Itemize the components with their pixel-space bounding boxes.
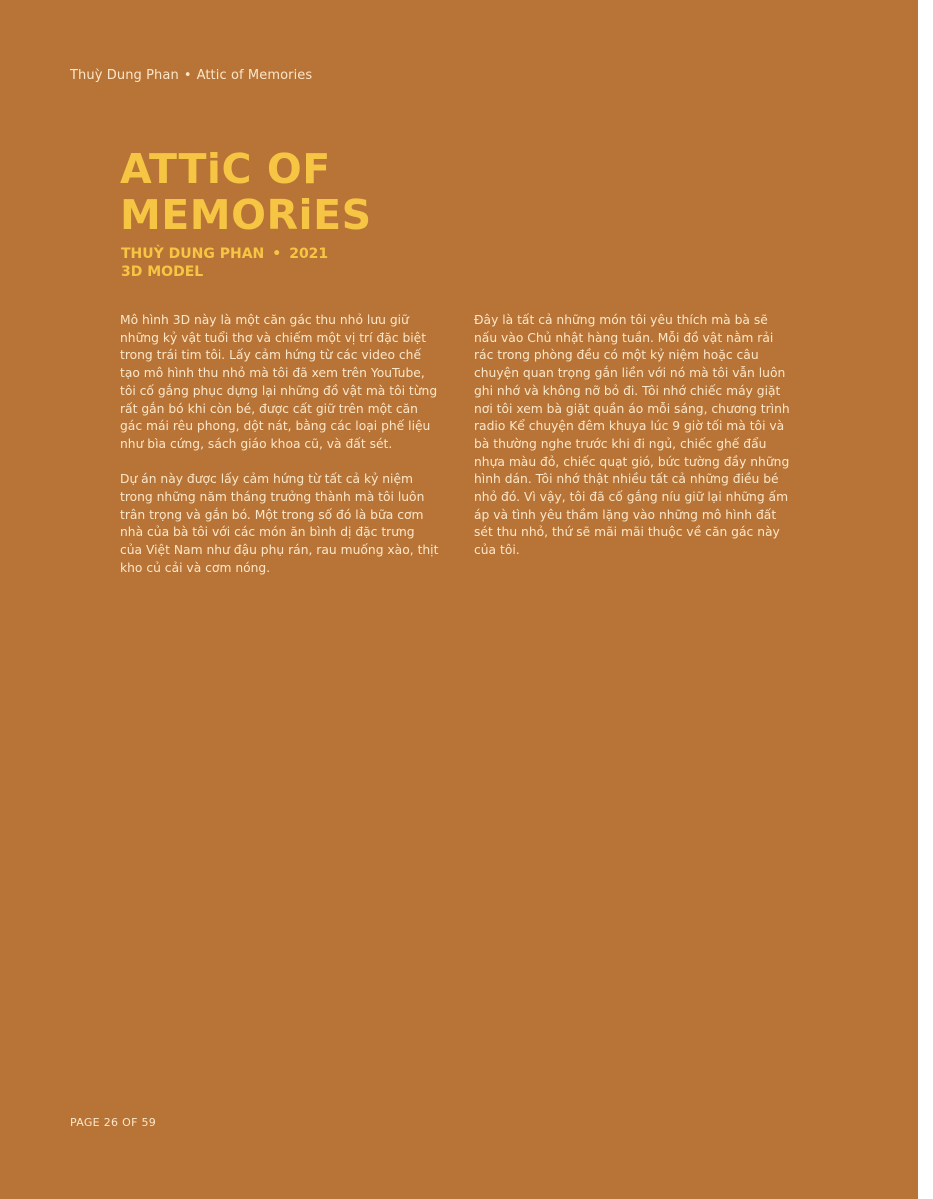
body-column-left xyxy=(120,312,440,595)
article-byline xyxy=(121,245,328,281)
byline-year: 2021 xyxy=(289,246,329,262)
article-title xyxy=(120,146,372,238)
article-title-line-2: MEMORiES xyxy=(120,191,372,239)
byline-author-year xyxy=(121,245,328,263)
byline-author: THUỲ DUNG PHAN xyxy=(121,246,265,262)
article-title-line-1: ATTiC OF xyxy=(120,145,331,193)
byline-type: 3D MODEL xyxy=(121,264,204,280)
header-title: Attic of Memories xyxy=(196,68,313,83)
page-number: PAGE 26 OF 59 xyxy=(70,1116,157,1129)
byline-separator: • xyxy=(272,246,282,262)
body-paragraph: Đây là tất cả những món tôi yêu thích mà bà sẽ nấu vào Chủ nhật hàng tuần. Mỗi đồ vật nằm rải rác trong phòng đều có một kỷ niệm hoặc câu chuyện quan trọng gắn liền với nó mà tôi vẫn luôn ghi nhớ và không nỡ bỏ đi. Tôi nhớ chiếc máy giặt nơi tôi xem bà giặt quần áo mỗi sáng, chương trình radio Kể chuyện đêm khuya lúc 9 giờ tối mà tôi và bà thường nghe trước khi đi ngủ, chiếc ghế đẩu nhựa màu đỏ, chiếc quạt gió, bức tường đầy những hình dán. Tôi nhớ thật nhiều tất cả những điều bé nhỏ đó. Vì vậy, tôi đã cố gắng níu giữ lại những ấm áp và tình yêu thầm lặng vào những mô hình đất sét thu nhỏ, thứ sẽ mãi mãi thuộc về căn gác này của tôi. xyxy=(474,313,790,558)
header-author: Thuỳ Dung Phan xyxy=(70,68,179,83)
body-column-right xyxy=(474,312,794,578)
body-paragraph: Dự án này được lấy cảm hứng từ tất cả kỷ niệm trong những năm tháng trưởng thành mà tôi luôn trân trọng và gắn bó. Một trong số đó là bữa cơm nhà của bà tôi với các món ăn bình dị đặc trưng của Việt Nam như đậu phụ rán, rau muống xào, thịt kho củ cải và cơm nóng. xyxy=(120,472,439,575)
body-paragraph: Mô hình 3D này là một căn gác thu nhỏ lưu giữ những kỷ vật tuổi thơ và chiếm một vị trí đặc biệt trong trái tim tôi. Lấy cảm hứng từ các video chế tạo mô hình thu nhỏ mà tôi đã xem trên YouTube, tôi cố gắng phục dựng lại những đồ vật mà tôi từng rất gắn bó khi còn bé, được cất giữ trên một căn gác mái rêu phong, dột nát, bằng các loại phế liệu như bìa cứng, sách giáo khoa cũ, và đất sét. xyxy=(120,313,438,451)
header-separator: • xyxy=(183,68,192,83)
running-header xyxy=(70,68,312,83)
